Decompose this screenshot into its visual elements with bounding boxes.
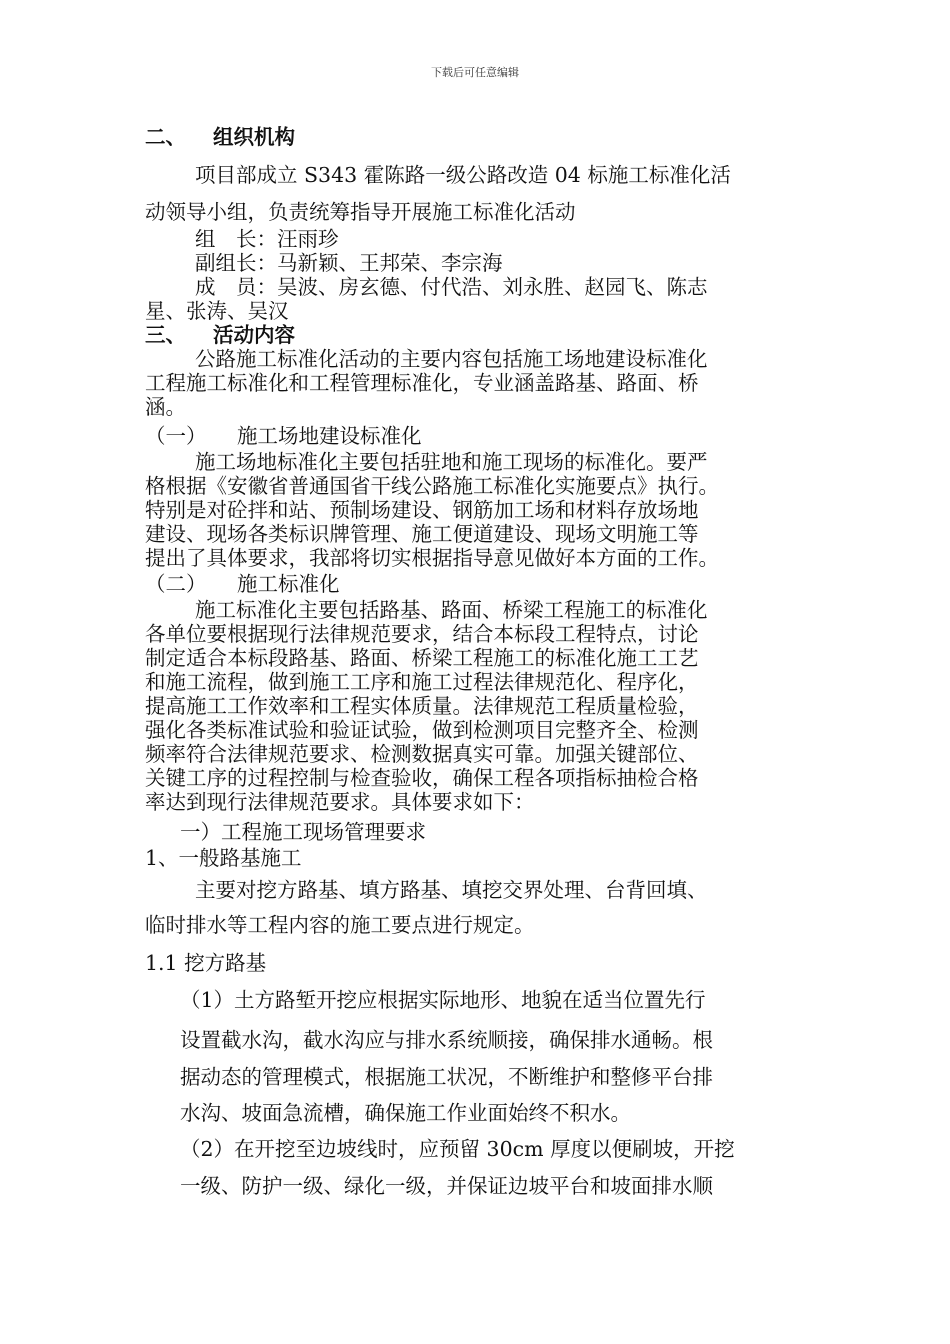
paragraph-line: 格根据《安徽省普通国省干线公路施工标准化实施要点》执行。 [145, 474, 719, 498]
paragraph-line: 特别是对砼拌和站、预制场建设、钢筋加工场和材料存放场地 [145, 498, 699, 522]
paragraph-line: 提出了具体要求，我部将切实根据指导意见做好本方面的工作。 [145, 546, 719, 570]
paragraph-line: 制定适合本标段路基、路面、桥梁工程施工的标准化施工工艺 [145, 646, 699, 670]
section-title: 组织机构 [213, 125, 295, 149]
paragraph-line: 临时排水等工程内容的施工要点进行规定。 [145, 913, 535, 937]
paragraph-line: 动领导小组，负责统筹指导开展施工标准化活动 [145, 200, 576, 224]
subsection-title: 施工场地建设标准化 [237, 424, 422, 448]
deputy-row [195, 251, 503, 275]
paragraph-line: 公路施工标准化活动的主要内容包括施工场地建设标准化 [195, 347, 708, 371]
section-heading-organization [145, 125, 295, 149]
members-row [195, 275, 708, 299]
leader-label: 组 长： [195, 227, 277, 251]
paragraph-line: 提高施工工作效率和工程实体质量。法律规范工程质量检验， [145, 694, 699, 718]
paragraph-line: 一级、防护一级、绿化一级，并保证边坡平台和坡面排水顺 [180, 1174, 713, 1198]
paragraph-line: （1）土方路堑开挖应根据实际地形、地貌在适当位置先行 [180, 988, 706, 1012]
paragraph-line: 设置截水沟，截水沟应与排水系统顺接，确保排水通畅。根 [180, 1028, 713, 1052]
leader-value: 汪雨珍 [277, 227, 339, 251]
page-header-note: 下载后可任意编辑 [431, 66, 519, 79]
paragraph-line: 据动态的管理模式，根据施工状况，不断维护和整修平台排 [180, 1065, 713, 1089]
members-continued: 星、张涛、吴汉 [145, 299, 289, 323]
subsection-heading-construction [145, 572, 340, 596]
paragraph-line: 水沟、坡面急流槽，确保施工作业面始终不积水。 [180, 1101, 631, 1125]
cut-subgrade-heading: 1.1 挖方路基 [145, 951, 267, 975]
paragraph-line: 建设、现场各类标识牌管理、施工便道建设、现场文明施工等 [145, 522, 699, 546]
general-subgrade-heading: 1、一般路基施工 [145, 846, 302, 870]
paragraph-line: 各单位要根据现行法律规范要求，结合本标段工程特点，讨论 [145, 622, 699, 646]
paragraph-line: 主要对挖方路基、填方路基、填挖交界处理、台背回填、 [195, 878, 708, 902]
subsection-title: 施工标准化 [237, 572, 340, 596]
paragraph-line: 关键工序的过程控制与检查验收，确保工程各项指标抽检合格 [145, 766, 699, 790]
subsection-heading-site [145, 424, 422, 448]
section-number: 二、 [145, 125, 186, 149]
paragraph-line: 施工标准化主要包括路基、路面、桥梁工程施工的标准化 [195, 598, 708, 622]
members-value: 吴波、房玄德、付代浩、刘永胜、赵园飞、陈志 [277, 275, 708, 299]
paragraph-line: 强化各类标准试验和验证试验，做到检测项目完整齐全、检测 [145, 718, 699, 742]
paragraph-line: 项目部成立 S343 霍陈路一级公路改造 04 标施工标准化活 [195, 163, 731, 187]
section-heading-activities [145, 323, 295, 347]
members-label: 成 员： [195, 275, 277, 299]
paragraph-line: 涵。 [145, 395, 186, 419]
deputy-label: 副组长： [195, 251, 277, 275]
subsection-number: （一） [145, 424, 207, 448]
subsection-number: （二） [145, 572, 207, 596]
paragraph-line: 工程施工标准化和工程管理标准化，专业涵盖路基、路面、桥 [145, 371, 699, 395]
deputy-value: 马新颖、王邦荣、李宗海 [277, 251, 503, 275]
paragraph-line: 频率符合法律规范要求、检测数据真实可靠。加强关键部位、 [145, 742, 699, 766]
paragraph-line: 和施工流程，做到施工工序和施工过程法律规范化、程序化， [145, 670, 699, 694]
site-management-heading: 一）工程施工现场管理要求 [180, 820, 426, 844]
section-title: 活动内容 [213, 323, 295, 347]
section-number: 三、 [145, 323, 186, 347]
paragraph-line: 施工场地标准化主要包括驻地和施工现场的标准化。要严 [195, 450, 708, 474]
paragraph-line: 率达到现行法律规范要求。具体要求如下： [145, 790, 535, 814]
paragraph-line: （2）在开挖至边坡线时，应预留 30cm 厚度以便刷坡，开挖 [180, 1137, 735, 1161]
leader-row [195, 227, 339, 251]
